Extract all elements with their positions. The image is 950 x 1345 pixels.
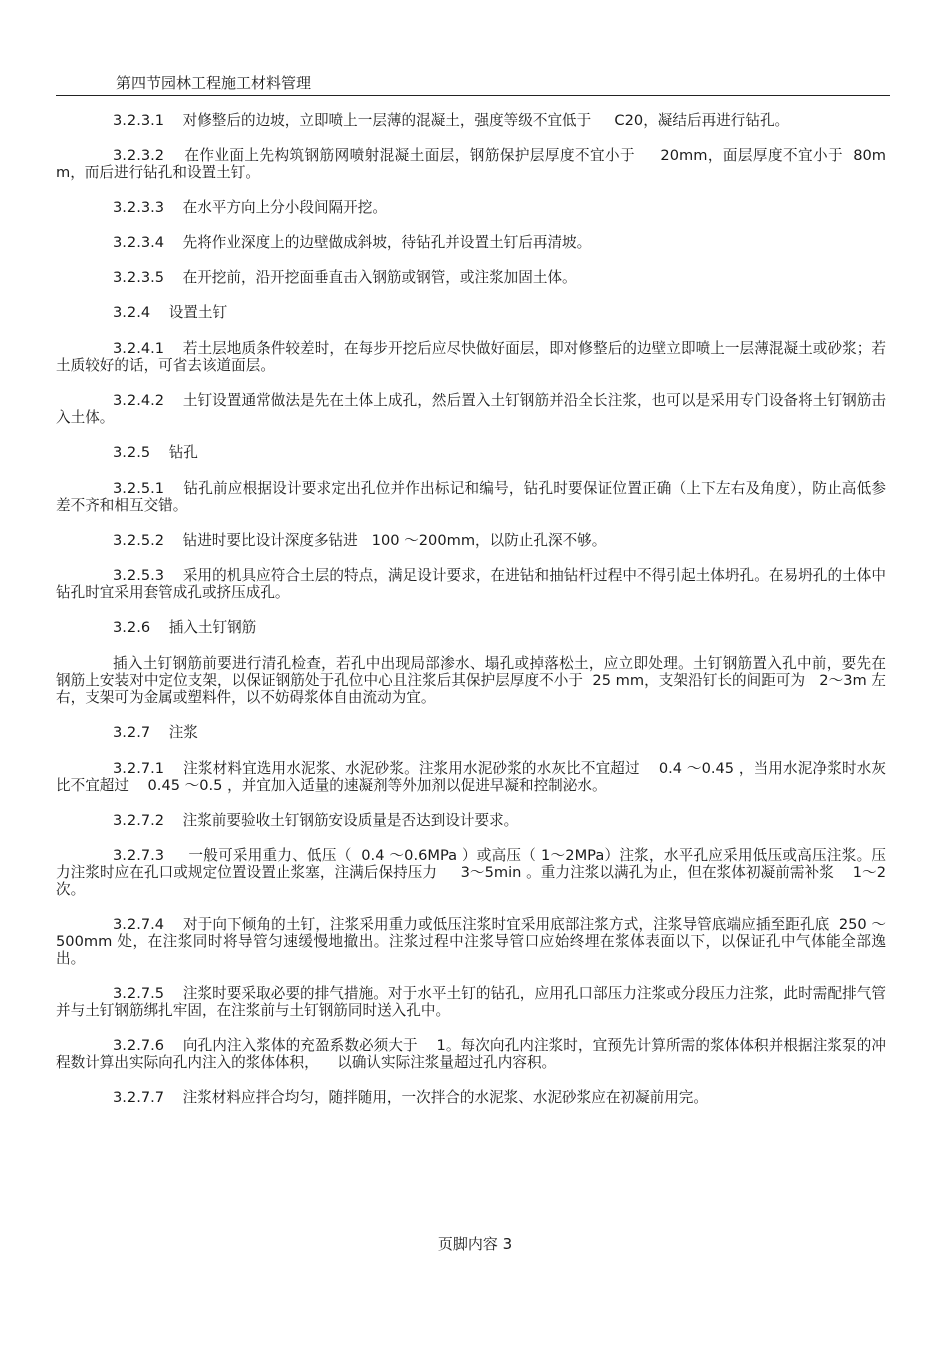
header-title: 第四节园林工程施工材料管理 bbox=[116, 74, 312, 92]
paragraph-3-2-3-3: 3.2.3.3 在水平方向上分小段间隔开挖。 bbox=[113, 199, 387, 216]
paragraph-3-2-7-5: 3.2.7.5 注浆时要采取必要的排气措施。对于水平土钉的钻孔，应用孔口部压力注浆或分段压力注浆，此时需配排气管并与土钉钢筋绑扎牢固，在注浆前与土钉钢筋同时送入孔中。 bbox=[56, 985, 886, 1019]
paragraph-3-2-7-2: 3.2.7.2 注浆前要验收土钉钢筋安设质量是否达到设计要求。 bbox=[113, 812, 519, 829]
section-heading-3-2-6: 3.2.6 插入土钉钢筋 bbox=[113, 619, 257, 636]
paragraph-3-2-3-1: 3.2.3.1 对修整后的边坡，立即喷上一层薄的混凝土，强度等级不宜低于 C20，凝结后再进行钻孔。 bbox=[113, 112, 790, 129]
page-footer: 页脚内容 3 bbox=[437, 1235, 513, 1253]
document-body bbox=[56, 112, 891, 1124]
paragraph-3-2-7-7: 3.2.7.7 注浆材料应拌合均匀，随拌随用，一次拌合的水泥浆、水泥砂浆应在初凝前用完。 bbox=[113, 1089, 708, 1106]
section-heading-3-2-4: 3.2.4 设置土钉 bbox=[113, 304, 228, 321]
paragraph-3-2-7-4: 3.2.7.4 对于向下倾角的土钉，注浆采用重力或低压注浆时宜采用底部注浆方式，注浆导管底端应插至距孔底 250 ～500mm 处，在注浆同时将导管匀速缓慢地撤出。注浆过程中注浆导管口应始终埋在浆体表面以下，以保证孔中气体能全部逸出。 bbox=[56, 916, 886, 967]
paragraph-3-2-5-1: 3.2.5.1 钻孔前应根据设计要求定出孔位并作出标记和编号，钻孔时要保证位置正确（上下左右及角度），防止高低参差不齐和相互交错。 bbox=[56, 480, 886, 514]
paragraph-3-2-6-body: 插入土钉钢筋前要进行清孔检查，若孔中出现局部渗水、塌孔或掉落松土，应立即处理。土钉钢筋置入孔中前，要先在钢筋上安装对中定位支架，以保证钢筋处于孔位中心且注浆后其保护层厚度不小于 25 mm，支架沿钉长的间距可为 2～3m 左右，支架可为金属或塑料件，以不妨碍浆体自由流动为宜。 bbox=[56, 655, 886, 706]
paragraph-3-2-7-3: 3.2.7.3 一般可采用重力、低压（ 0.4 ～0.6MPa ）或高压（ 1～2MPa）注浆，水平孔应采用低压或高压注浆。压力注浆时应在孔口或规定位置设置止浆塞，注满后保持压力 3～5min 。重力注浆以满孔为止，但在浆体初凝前需补浆 1～2 次。 bbox=[56, 847, 891, 898]
paragraph-3-2-4-1: 3.2.4.1 若土层地质条件较差时，在每步开挖后应尽快做好面层，即对修整后的边壁立即喷上一层薄混凝土或砂浆；若土质较好的话，可省去该道面层。 bbox=[56, 340, 886, 374]
paragraph-3-2-5-2: 3.2.5.2 钻进时要比设计深度多钻进 100 ～200mm，以防止孔深不够。 bbox=[113, 532, 607, 549]
section-heading-3-2-5: 3.2.5 钻孔 bbox=[113, 444, 198, 461]
paragraph-3-2-5-3: 3.2.5.3 采用的机具应符合土层的特点，满足设计要求，在进钻和抽钻杆过程中不得引起土体坍孔。在易坍孔的土体中钻孔时宜采用套管成孔或挤压成孔。 bbox=[56, 567, 886, 601]
paragraph-3-2-3-4: 3.2.3.4 先将作业深度上的边壁做成斜坡，待钻孔并设置土钉后再清坡。 bbox=[113, 234, 592, 251]
header-divider bbox=[56, 95, 890, 96]
paragraph-3-2-3-2: 3.2.3.2 在作业面上先构筑钢筋网喷射混凝土面层，钢筋保护层厚度不宜小于 20mm，面层厚度不宜小于 80mm，而后进行钻孔和设置土钉。 bbox=[56, 147, 886, 181]
paragraph-3-2-3-5: 3.2.3.5 在开挖前，沿开挖面垂直击入钢筋或钢管，或注浆加固土体。 bbox=[113, 269, 577, 286]
paragraph-3-2-7-1: 3.2.7.1 注浆材料宜选用水泥浆、水泥砂浆。注浆用水泥砂浆的水灰比不宜超过 0.4 ～0.45 ，当用水泥净浆时水灰比不宜超过 0.45 ～0.5 ，并宜加入适量的速凝剂等外加剂以促进早凝和控制泌水。 bbox=[56, 760, 886, 794]
paragraph-3-2-7-6: 3.2.7.6 向孔内注入浆体的充盈系数必须大于 1。每次向孔内注浆时，宜预先计算所需的浆体体积并根据注浆泵的冲程数计算出实际向孔内注入的浆体体积， 以确认实际注浆量超过孔内容积。 bbox=[56, 1037, 886, 1071]
page-header bbox=[56, 72, 888, 93]
section-heading-3-2-7: 3.2.7 注浆 bbox=[113, 724, 198, 741]
paragraph-3-2-4-2: 3.2.4.2 土钉设置通常做法是先在土体上成孔，然后置入土钉钢筋并沿全长注浆，也可以是采用专门设备将土钉钢筋击入土体。 bbox=[56, 392, 886, 426]
